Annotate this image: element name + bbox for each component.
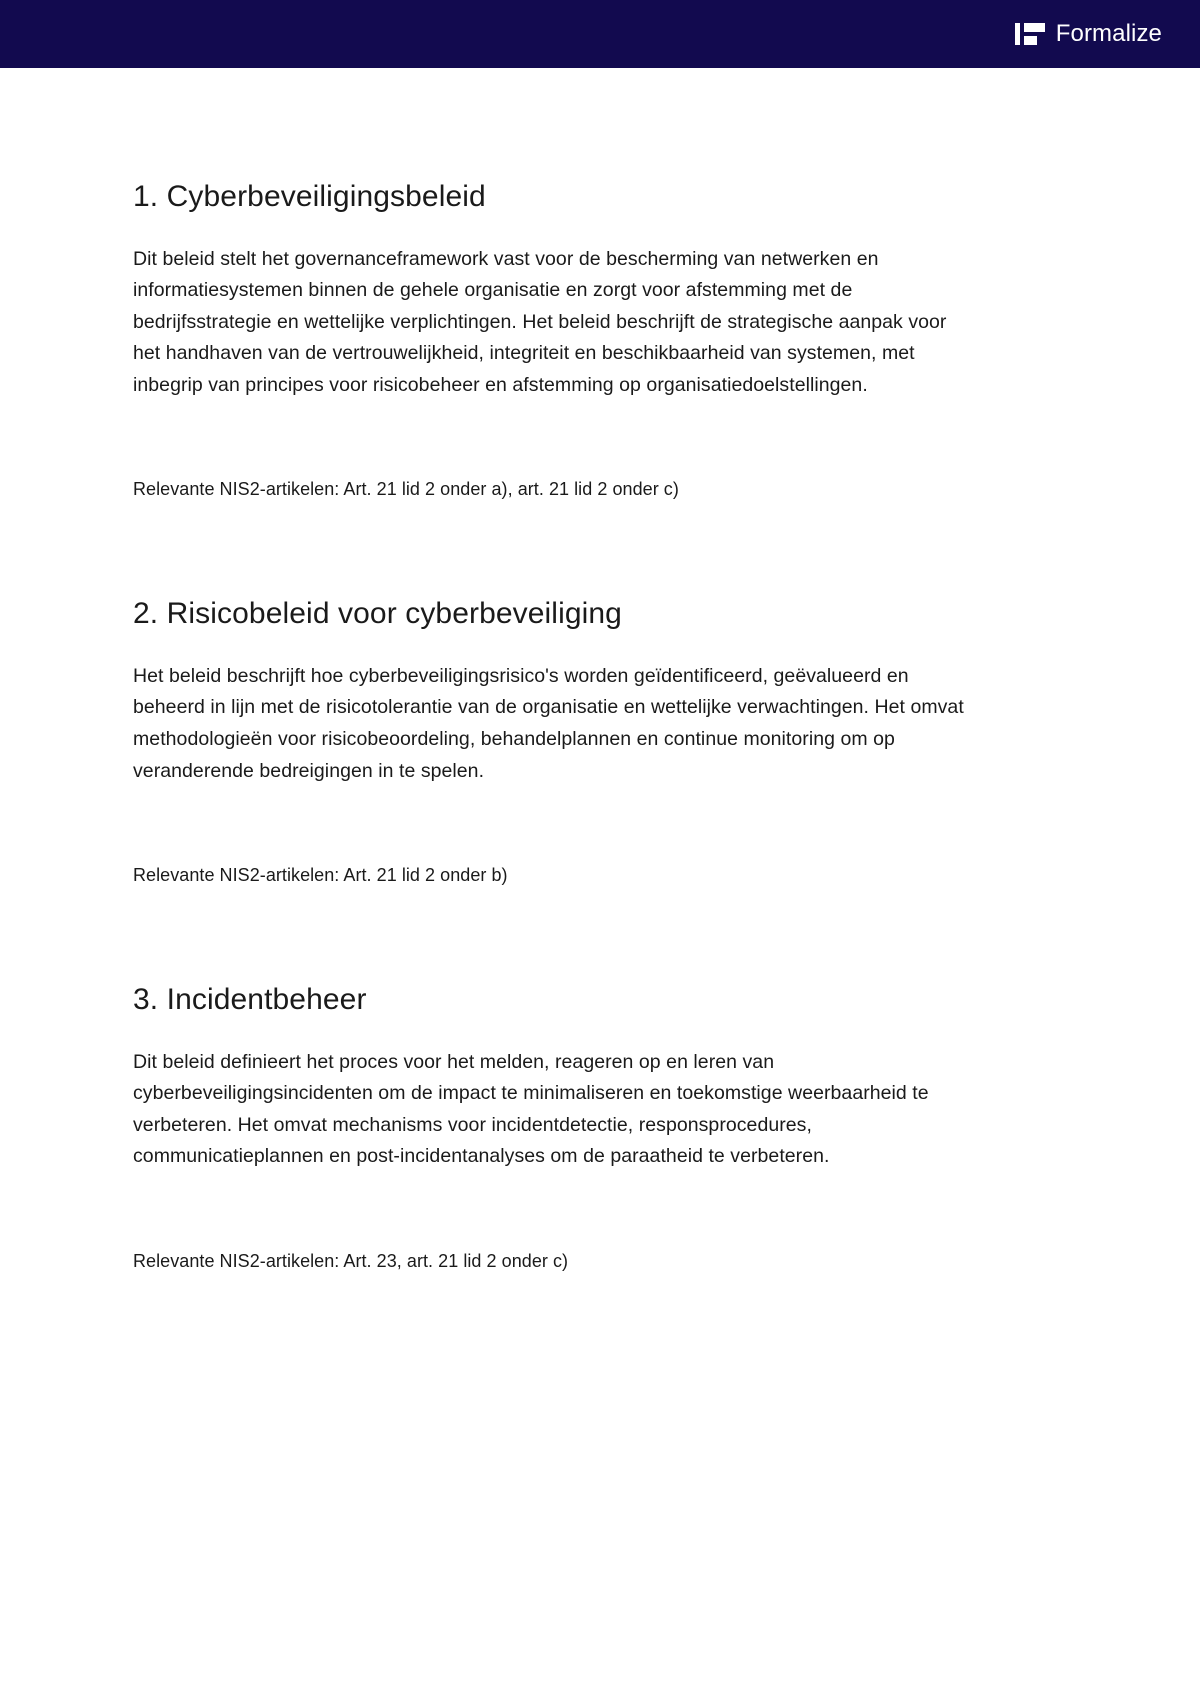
section-body: Het beleid beschrijft hoe cyberbeveiligingsrisico's worden geïdentificeerd, geëvalueerd en beheerd in lijn met de risicotolerantie van de organisatie en wettelijke verwachtingen. Het omvat methodologieën voor risicobeoordeling, behandelplannen en continue monitoring om op veranderende bedreigingen in te spelen.	[133, 664, 964, 782]
section-heading: 2. Risicobeleid voor cyberbeveiliging	[133, 597, 622, 631]
policy-section-2	[133, 595, 1060, 981]
section-reference: Relevante NIS2-artikelen: Art. 21 lid 2 onder a), art. 21 lid 2 onder c)	[133, 479, 679, 500]
section-reference: Relevante NIS2-artikelen: Art. 21 lid 2 onder b)	[133, 865, 508, 886]
page-header-bar	[0, 0, 1200, 68]
spacer	[133, 503, 1060, 595]
section-reference: Relevante NIS2-artikelen: Art. 23, art. 21 lid 2 onder c)	[133, 1251, 569, 1272]
section-body: Dit beleid definieert het proces voor het melden, reageren op en leren van cyberbeveiligingsincidenten om de impact te minimaliseren en toekomstige weerbaarheid te verbeteren. Het omvat mechanisms voor incidentdetectie, responsprocedures, communicatieplannen en post-incidentanalyses om de paraatheid te verbeteren.	[133, 1050, 929, 1168]
spacer	[133, 889, 1060, 981]
spacer	[133, 1173, 1060, 1248]
brand-lockup	[1015, 22, 1162, 46]
brand-name: Formalize	[1055, 20, 1162, 47]
section-body: Dit beleid stelt het governanceframework vast voor de bescherming van netwerken en informatiesystemen binnen de gehele organisatie en zorgt voor afstemming met de bedrijfsstrategie en wettelijke verplichtingen. Het beleid beschrijft de strategische aanpak voor het handhaven van de vertrouwelijkheid, integriteit en beschikbaarheid van systemen, met inbegrip van principes voor risicobeheer en afstemming op organisatiedoelstellingen.	[133, 247, 947, 396]
section-heading: 1. Cyberbeveiligingsbeleid	[133, 180, 486, 213]
policy-section-3	[133, 981, 1060, 1275]
spacer	[133, 401, 1060, 476]
document-content	[0, 68, 1200, 1275]
formalize-logo-icon	[1015, 23, 1045, 45]
spacer	[133, 787, 1060, 862]
policy-section-1	[133, 178, 1060, 595]
section-heading: 3. Incidentbeheer	[133, 983, 367, 1017]
